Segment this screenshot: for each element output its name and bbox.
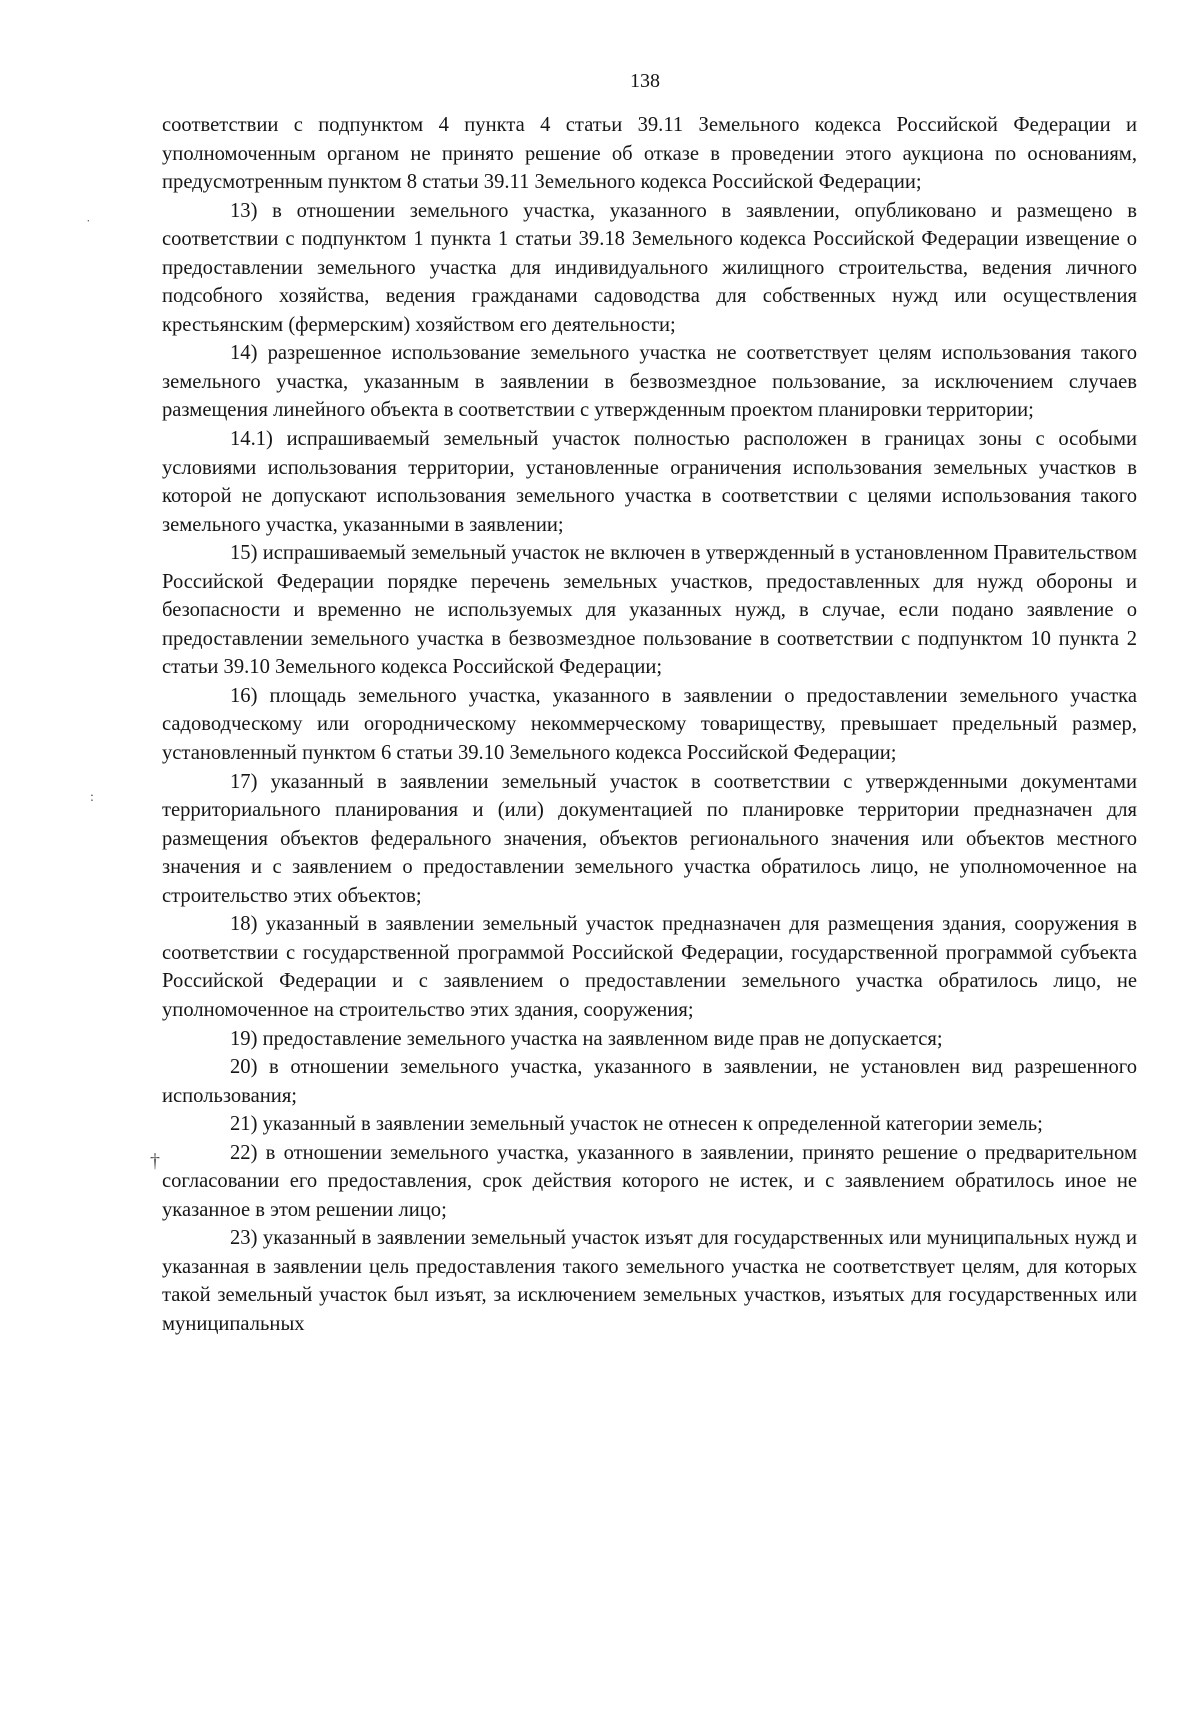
paragraph-continuation: соответствии с подпунктом 4 пункта 4 статьи 39.11 Земельного кодекса Российской Федерации и уполномоченным органом не принято решение об отказе в проведении этого аукциона по основаниям, предусмотренным пунктом 8 статьи 39.11 Земельного кодекса Российской Федерации;: [162, 114, 1137, 194]
list-item-20: 20) в отношении земельного участка, указанного в заявлении, не установлен вид разрешенного использования;: [162, 1056, 1137, 1107]
list-item-17: 17) указанный в заявлении земельный участок в соответствии с утвержденными документами территориального планирования и (или) документацией по планировке территории предназначен для размещения объектов федерального значения, объектов регионального значения или объектов местного значения и с заявлением о предоставлении земельного участка обратилось лицо, не уполномоченное на строительство этих объектов;: [162, 770, 1137, 907]
list-item-18: 18) указанный в заявлении земельный участок предназначен для размещения здания, сооружения в соответствии с государственной программой Российской Федерации, государственной программой субъекта Российской Федерации и с заявлением о предоставлении земельного участка обратилось лицо, не уполномоченное на строительство этих здания, сооружения;: [162, 913, 1137, 1021]
scan-mark: †: [150, 1150, 160, 1172]
list-item-19: 19) предоставление земельного участка на заявленном виде прав не допускается;: [230, 1027, 943, 1050]
scan-mark: :: [90, 790, 94, 805]
list-item-21: 21) указанный в заявлении земельный участок не отнесен к определенной категории земель;: [230, 1113, 1043, 1136]
list-item-23: 23) указанный в заявлении земельный участок изъят для государственных или муниципальных нужд и указанная в заявлении цель предоставления такого земельного участка не соответствует целям, для которых такой земельный участок был изъят, за исключением земельных участков, изъятых для государственных или муниципальных: [162, 1227, 1137, 1335]
page-number: 138: [630, 70, 660, 92]
list-item-14-1: 14.1) испрашиваемый земельный участок полностью расположен в границах зоны с особыми условиями использования территории, установленные ограничения использования земельных участков в которой не допускают использования земельного участка в соответствии с целями использования такого земельного участка, указанными в заявлении;: [162, 428, 1137, 536]
list-item-15: 15) испрашиваемый земельный участок не включен в утвержденный в установленном Правительством Российской Федерации порядке перечень земельных участков, предоставленных для нужд обороны и безопасности и временно не используемых для указанных нужд, в случае, если подано заявление о предоставлении земельного участка в безвозмездное пользование в соответствии с подпунктом 10 пункта 2 статьи 39.10 Земельного кодекса Российской Федерации;: [162, 542, 1137, 679]
list-item-13: 13) в отношении земельного участка, указанного в заявлении, опубликовано и размещено в соответствии с подпунктом 1 пункта 1 статьи 39.18 Земельного кодекса Российской Федерации извещение о предоставлении земельного участка для индивидуального жилищного строительства, ведения личного подсобного хозяйства, ведения гражданами садоводства для собственных нужд или осуществления крестьянским (фермерским) хозяйством его деятельности;: [162, 199, 1137, 336]
list-item-16: 16) площадь земельного участка, указанного в заявлении о предоставлении земельного участка садоводческому или огородническому некоммерческому товариществу, превышает предельный размер, установленный пунктом 6 статьи 39.10 Земельного кодекса Российской Федерации;: [162, 684, 1137, 765]
list-item-14: 14) разрешенное использование земельного участка не соответствует целям использования такого земельного участка, указанным в заявлении в безвозмездное пользование, за исключением случаев размещения линейного объекта в соответствии с утвержденным проектом планировки территории;: [162, 342, 1137, 422]
scan-mark: ˙: [86, 218, 91, 233]
document-body: [162, 111, 1137, 1339]
list-item-22: 22) в отношении земельного участка, указанного в заявлении, принято решение о предварительном согласовании его предоставления, срок действия которого не истек, и с заявлением обратилось иное не указанное в этом решении лицо;: [162, 1141, 1137, 1221]
